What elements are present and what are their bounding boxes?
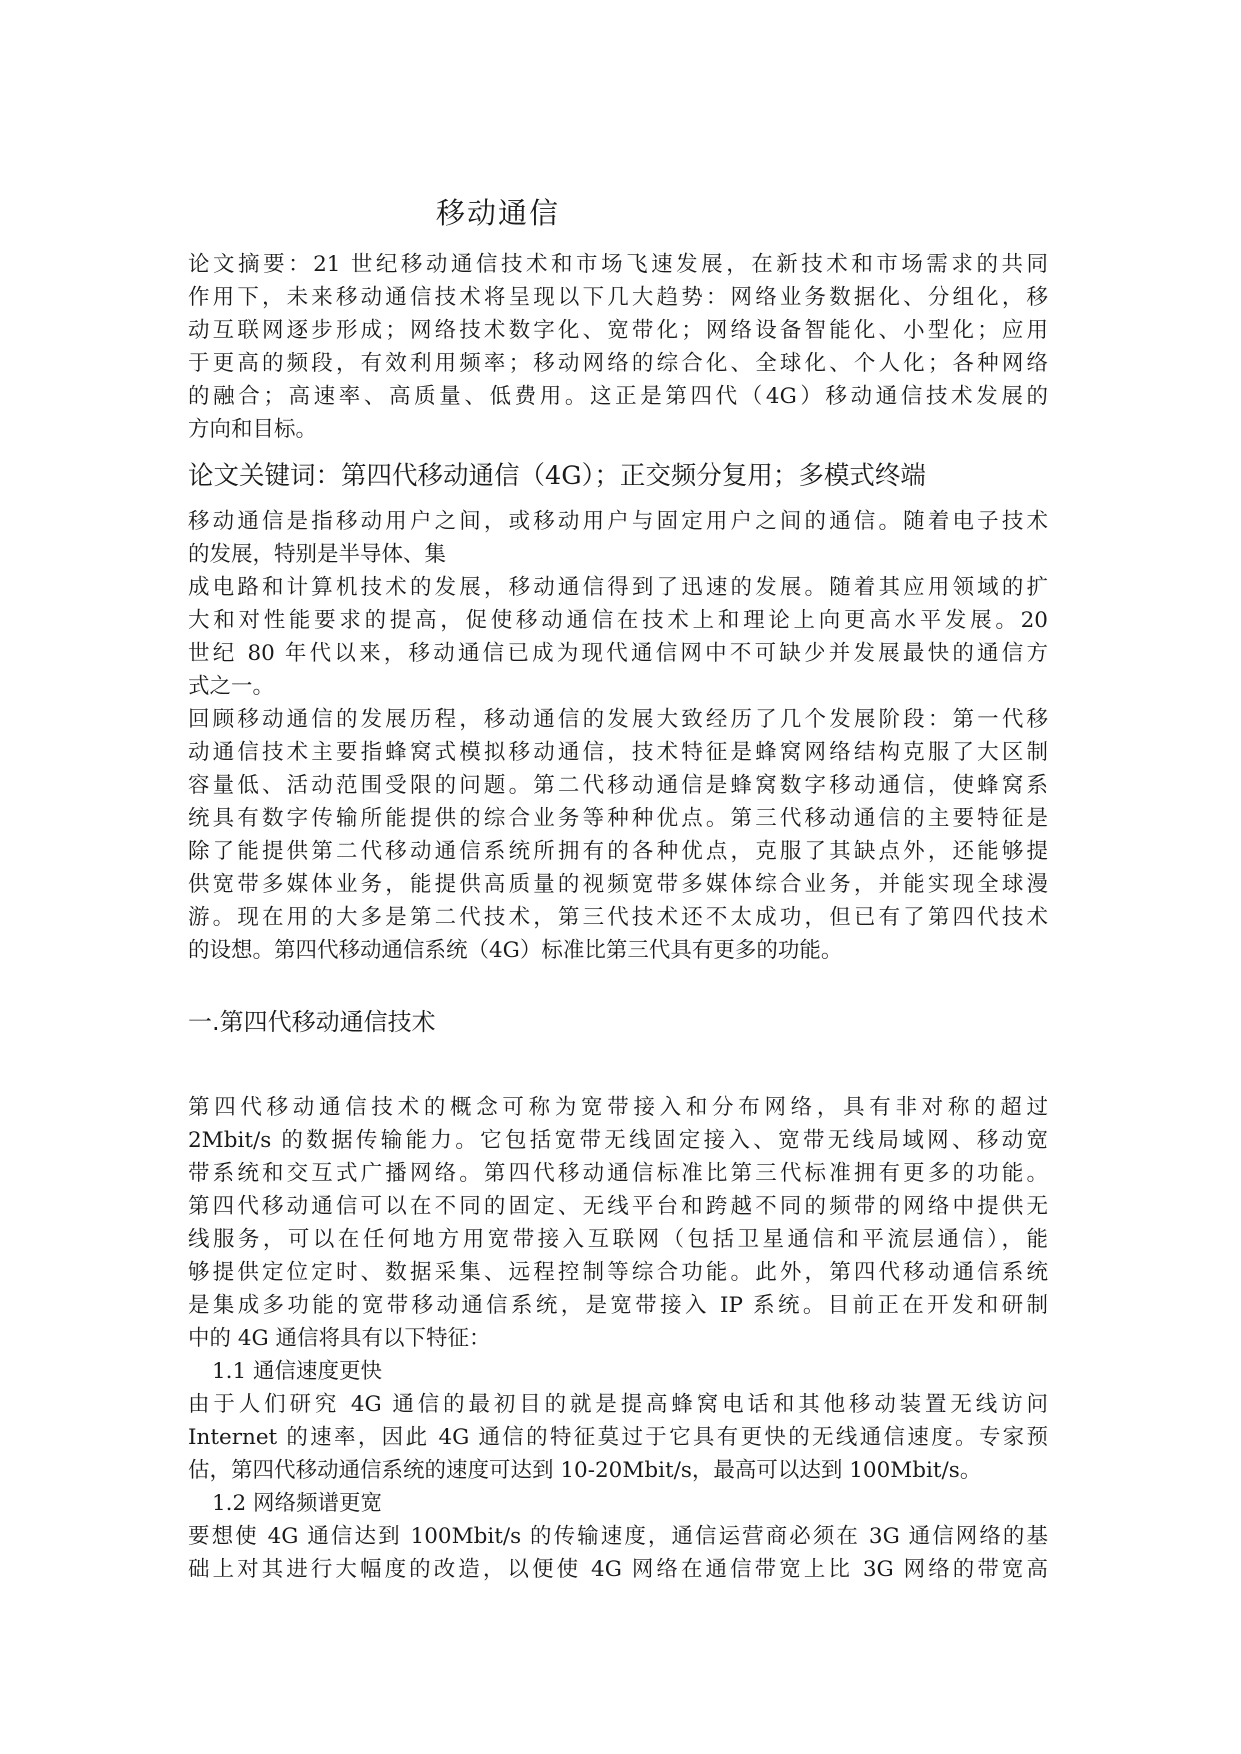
subsection-heading: 1.1 通信速度更快: [212, 1359, 383, 1384]
subsection1-line: 由于人们研究 4G 通信的最初目的就是提高蜂窝电话和其他移动装置无线访问: [188, 1392, 1048, 1417]
subsection1-line: Internet 的速率，因此 4G 通信的特征莫过于它具有更快的无线通信速度。专家预: [188, 1425, 1048, 1450]
history-line: 除了能提供第二代移动通信系统所拥有的各种优点，克服了其缺点外，还能够提: [188, 839, 1048, 864]
abstract-line: 作用下，未来移动通信技术将呈现以下几大趋势：网络业务数据化、分组化，移: [188, 285, 1048, 310]
document-title: 移动通信: [436, 196, 561, 230]
history-line: 容量低、活动范围受限的问题。第二代移动通信是蜂窝数字移动通信，使蜂窝系: [188, 773, 1048, 798]
section1-line: 是集成多功能的宽带移动通信系统，是宽带接入 IP 系统。目前正在开发和研制: [188, 1293, 1048, 1318]
section1-line: 带系统和交互式广播网络。第四代移动通信标准比第三代标准拥有更多的功能。: [188, 1161, 1048, 1186]
intro-line: 成电路和计算机技术的发展，移动通信得到了迅速的发展。随着其应用领域的扩: [188, 575, 1048, 600]
section1-line: 2Mbit/s 的数据传输能力。它包括宽带无线固定接入、宽带无线局域网、移动宽: [188, 1128, 1048, 1153]
intro-line: 式之一。: [188, 674, 275, 699]
intro-line: 移动通信是指移动用户之间，或移动用户与固定用户之间的通信。随着电子技术: [188, 509, 1048, 534]
section1-line: 第四代移动通信技术的概念可称为宽带接入和分布网络，具有非对称的超过: [188, 1095, 1048, 1120]
abstract-line: 的融合；高速率、高质量、低费用。这正是第四代（4G）移动通信技术发展的: [188, 384, 1048, 409]
history-line: 供宽带多媒体业务，能提供高质量的视频宽带多媒体综合业务，并能实现全球漫: [188, 872, 1048, 897]
section1-line: 线服务，可以在任何地方用宽带接入互联网（包括卫星通信和平流层通信），能: [188, 1227, 1048, 1252]
subsection2-line: 要想使 4G 通信达到 100Mbit/s 的传输速度，通信运营商必须在 3G 通信网络的基: [188, 1524, 1048, 1549]
history-line: 回顾移动通信的发展历程，移动通信的发展大致经历了几个发展阶段：第一代移: [188, 707, 1048, 732]
history-line: 游。现在用的大多是第二代技术，第三代技术还不太成功，但已有了第四代技术: [188, 905, 1048, 930]
abstract-line: 论文摘要：21 世纪移动通信技术和市场飞速发展，在新技术和市场需求的共同: [188, 252, 1048, 277]
section1-line: 够提供定位定时、数据采集、远程控制等综合功能。此外，第四代移动通信系统: [188, 1260, 1048, 1285]
abstract-line: 于更高的频段，有效利用频率；移动网络的综合化、全球化、个人化；各种网络: [188, 351, 1048, 376]
subsection1-line: 估，第四代移动通信系统的速度可达到 10-20Mbit/s，最高可以达到 100Mbit/s。: [188, 1458, 982, 1483]
section1-line: 第四代移动通信可以在不同的固定、无线平台和跨越不同的频带的网络中提供无: [188, 1194, 1048, 1219]
section-heading: 一.第四代移动通信技术: [188, 1008, 436, 1036]
history-line: 动通信技术主要指蜂窝式模拟移动通信，技术特征是蜂窝网络结构克服了大区制: [188, 740, 1048, 765]
abstract-line: 动互联网逐步形成；网络技术数字化、宽带化；网络设备智能化、小型化；应用: [188, 318, 1048, 343]
section1-line: 中的 4G 通信将具有以下特征：: [188, 1326, 491, 1351]
keywords-line: 论文关键词：第四代移动通信（4G）；正交频分复用；多模式终端: [188, 461, 926, 491]
subsection2-line: 础上对其进行大幅度的改造，以便使 4G 网络在通信带宽上比 3G 网络的带宽高: [188, 1557, 1048, 1582]
subsection-heading: 1.2 网络频谱更宽: [212, 1491, 383, 1516]
intro-line: 的发展，特别是半导体、集: [188, 542, 447, 567]
abstract-line: 方向和目标。: [188, 417, 318, 442]
intro-line: 大和对性能要求的提高，促使移动通信在技术上和理论上向更高水平发展。20: [188, 608, 1048, 633]
intro-line: 世纪 80 年代以来，移动通信已成为现代通信网中不可缺少并发展最快的通信方: [188, 641, 1048, 666]
history-line: 统具有数字传输所能提供的综合业务等种种优点。第三代移动通信的主要特征是: [188, 806, 1048, 831]
history-line: 的设想。第四代移动通信系统（4G）标准比第三代具有更多的功能。: [188, 938, 843, 963]
